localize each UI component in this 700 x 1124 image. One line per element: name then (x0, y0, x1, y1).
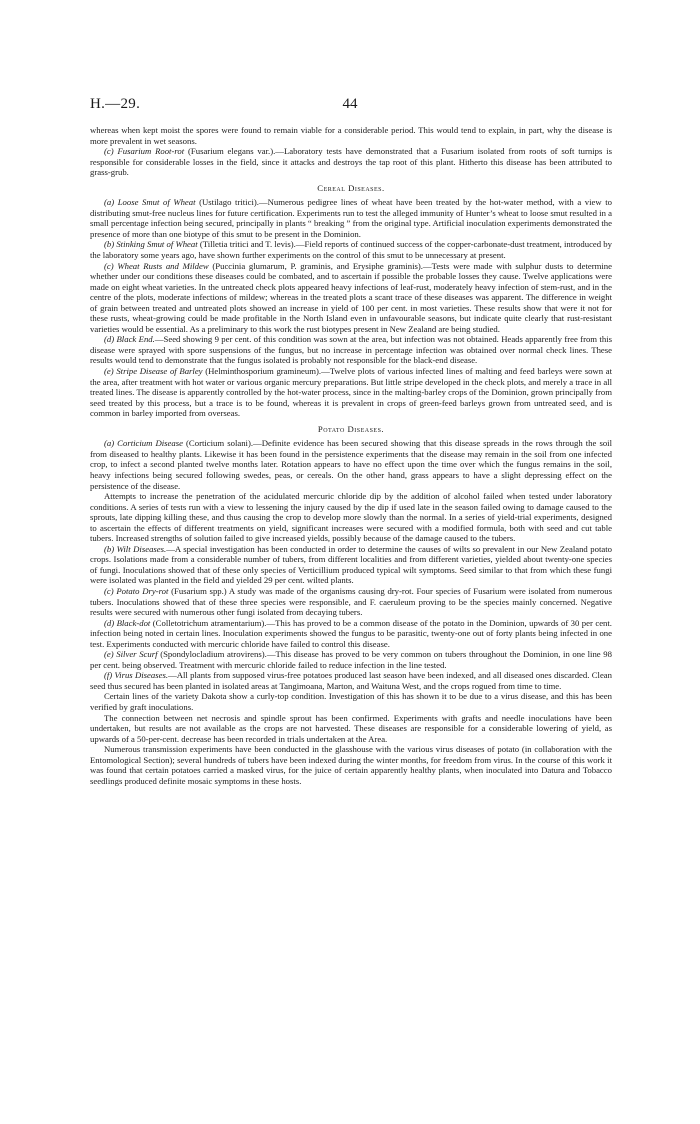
net-necrosis-paragraph: The connection between net necrosis and spindle sprout has been confirmed. Experiments with grafts and needle inoculations have been undertaken, but results are not available as the crops are not harvested. These diseases are responsible for a considerable lowering of yield, as upwards of a 50-per-cent. decrease has been recorded in trials undertaken at the Area. (90, 712, 612, 744)
paragraph-text: (Colletotrichum atramentarium).—This has proved to be a common disease of the potato in the Dominion, upwards of 30 per cent. infection being noted in certain lines. Inoculation experiments showed the fungus to be parasitic, twenty-one out of forty plants being infected in one test. Experiments conducted with mercuric chloride have failed to control this disease. (90, 617, 612, 649)
paragraph-label: (c) Wheat Rusts and Mildew (104, 260, 209, 271)
potato-diseases-heading: Potato Diseases. (317, 423, 385, 434)
silver-scurf-paragraph (90, 649, 612, 670)
paragraph-text: (Spondylocladium atrovirens).—This disease has proved to be very common on tubers throughout the Dominion, in one line 98 per cent. being observed. Treatment with mercuric chloride failed to reduce infection in the line tested. (90, 649, 612, 670)
paragraph-text: (Puccinia glumarum, P. graminis, and Erysiphe graminis).—Tests were made with sulphur dusts to determine whether under our conditions these diseases could be combated, and to ascertain if possible the probable losses they cause. Twelve applications were made on eight wheat varieties. In the untreated check plots appeared heavy infections of leaf-rust, moderately heavy infection of stem-rust, and in the centre of the plots, moderate infections of mildew; whereas in the treated plots a scant trace of these diseases was apparent. The difference in weight of grain between treated and untreated plots showed an increase in yield of 100 per cent. in most varieties. These results show that were it not for these rusts, wheat-growing could be made profitable in the North Island even in unfavourable seasons, but indicate quite clearly that rust-resistant varieties would be essential. As a preliminary to this work the rust biotypes present in New Zealand are being studied. (90, 260, 612, 334)
paragraph-label: (c) Potato Dry-rot (104, 585, 169, 596)
loose-smut-paragraph (90, 197, 612, 239)
continuation-paragraph: whereas when kept moist the spores were found to remain viable for a considerable period. This would tend to explain, in part, why the disease is more prevalent in wet seasons. (90, 125, 612, 146)
paragraph-text: (Ustilago tritici).—Numerous pedigree lines of wheat have been treated by the hot-water method, with a view to distributing smut-free nucleus lines for future certification. Experiments run to test the alleged immunity of Hunter’s wheat to loose smut resulted in a small percentage infection being secured, principally in plants “ breaking ” from the original type. Artificial inoculation experiments demonstrated the presence of more than one biotype of this smut to be present in the Dominion. (90, 197, 612, 239)
paragraph-text: (Tilletia tritici and T. levis).—Field reports of continued success of the copper-carbonate-dust treatment, introduced by the laboratory some years ago, have shown further experiments on the control of this smut to be unnecessary at present. (90, 239, 612, 261)
paragraph-label: (b) Wilt Diseases. (104, 543, 167, 554)
black-dot-paragraph (90, 618, 612, 650)
paragraph-text: (Fusarium elegans var.).—Laboratory tests have demonstrated that a Fusarium isolated from roots of soft turnips is responsible for considerable losses in the field, since it attacks and destroys the tap root of this plant. Hitherto this disease has been attributed to grass-grub. (90, 146, 612, 178)
paragraph-text: —A special investigation has been conducted in order to determine the causes of wilts so prevalent in our New Zealand potato crops. Isolations made from a considerable number of tubers, from different localities and from different varieties, yielded about twenty-one species of fungi. Inoculations showed that of these only species of Verticillium produced typical wilt symptoms. Seed similar to that from which these fungi were isolated was planted in the field and yielded 29 per cent. wilted plants. (90, 543, 612, 586)
paragraph-label: (b) Stinking Smut of Wheat (104, 239, 198, 250)
wilt-diseases-paragraph (90, 544, 612, 586)
page-body (90, 125, 612, 786)
wheat-rusts-paragraph (90, 261, 612, 335)
cereal-diseases-heading: Cereal Diseases. (317, 182, 385, 193)
stinking-smut-paragraph (90, 239, 612, 260)
transmission-experiments-paragraph: Numerous transmission experiments have been conducted in the glasshouse with the various virus diseases of potato (in collaboration with the Entomological Section); several hundreds of tubers have been indexed during the winter months, for freedom from virus. In the course of this work it was found that certain potatoes carried a masked virus, for the juice of certain apparently healthy plants, when inoculated into Datura and Tobacco seedlings produced definite mosaic symptoms in these hosts. (90, 744, 612, 786)
paragraph-label: (a) Loose Smut of Wheat (104, 197, 196, 208)
barley-stripe-paragraph (90, 366, 612, 419)
paragraph-label: (e) Silver Scurf (104, 649, 158, 660)
paragraph-label: (a) Corticium Disease (104, 438, 183, 449)
paragraph-label: (e) Stripe Disease of Barley (104, 366, 203, 377)
paragraph-text: —All plants from supposed virus-free potatoes produced last season have been indexed, and all diseased ones discarded. Clean seed thus secured has been planted in isolated areas at Tangimoana, Marton, and Waituna West, and the crops rogued from time to time. (90, 670, 612, 691)
paragraph-text: (Helminthosporium gramineum).—Twelve plots of various infected lines of malting and feed barleys were sown at the area, after treatment with hot water or various organic mercury preparations. But little stripe developed in the check plots, and merely a trace in all treated lines. The disease is apparently controlled by the hot-water process, since in the malting-barley crops of the Dominion, grown principally from seed treated by this process, but a trace is to be found, whereas it is prevalent in crops of green-feed barleys grown from untreated seed, and is common in barley imported from overseas. (90, 366, 612, 419)
mercuric-dip-paragraph: Attempts to increase the penetration of the acidulated mercuric chloride dip by the addition of alcohol failed when tested under laboratory conditions. A series of tests run with a view to lessening the injury caused by the dip if used late in the season failed owing to damage caused to the sprouts, late dipping killing these, and thus causing the crop to develop more slowly than the normal. In a series of yield-trial experiments, designed to ascertain the effects of different treatments on yield, significant increases were secured with a modified formula, both with seed and cut table tubers. Increased strengths of solution failed to give increased yields, possibly because of the damage caused to the tubers. (90, 491, 612, 544)
report-reference: H.—29. (90, 96, 141, 112)
paragraph-text: (Fusarium spp.) A study was made of the organisms causing dry-rot. Four species of Fusarium were isolated from numerous tubers. Inoculations showed that of these three species were responsible, and F. caeruleum proving to be the species mainly concerned. Negative results were secured with numerous other fungi isolated from decaying tubers. (90, 585, 612, 618)
paragraph-label: (d) Black End. (104, 334, 155, 345)
dry-rot-paragraph (90, 586, 612, 618)
page-header (90, 96, 610, 116)
corticium-paragraph (90, 438, 612, 491)
paragraph-text: —Seed showing 9 per cent. of this condition was sown at the area, but infection was not obtained. Heads apparently free from this disease were sprayed with spore suspensions of the fungus, but no increase in percentage infection was obtained over normal check lines. These results would tend to demonstrate that the fungus isolated is probably not responsible for the black-end disease. (90, 334, 612, 366)
curly-top-paragraph: Certain lines of the variety Dakota show a curly-top condition. Investigation of this has shown it to be due to a virus disease, and this has been verified by graft inoculations. (90, 691, 612, 712)
fusarium-root-rot-paragraph (90, 146, 612, 178)
paragraph-label: (f) Virus Diseases. (104, 670, 169, 681)
paragraph-label: (c) Fusarium Root-rot (104, 146, 185, 157)
virus-diseases-paragraph (90, 670, 612, 691)
black-end-paragraph (90, 334, 612, 366)
page-number: 44 (342, 96, 358, 112)
paragraph-label: (d) Black-dot (104, 617, 151, 628)
paragraph-text: (Corticium solani).—Definite evidence has been secured showing that this disease spreads in the rows through the soil from diseased to healthy plants. Likewise it has been found in the persistence experiments that the disease may remain in the soil from one infected crop, to infect a second planted twelve months later. Rotation appears to have no effect upon the time over which the fungus remains in the soil, heavy infections being secured following swedes, peas, or cereals. On the other hand, grass appears to have a slight depressing effect on the persistence of the disease. (90, 438, 612, 491)
